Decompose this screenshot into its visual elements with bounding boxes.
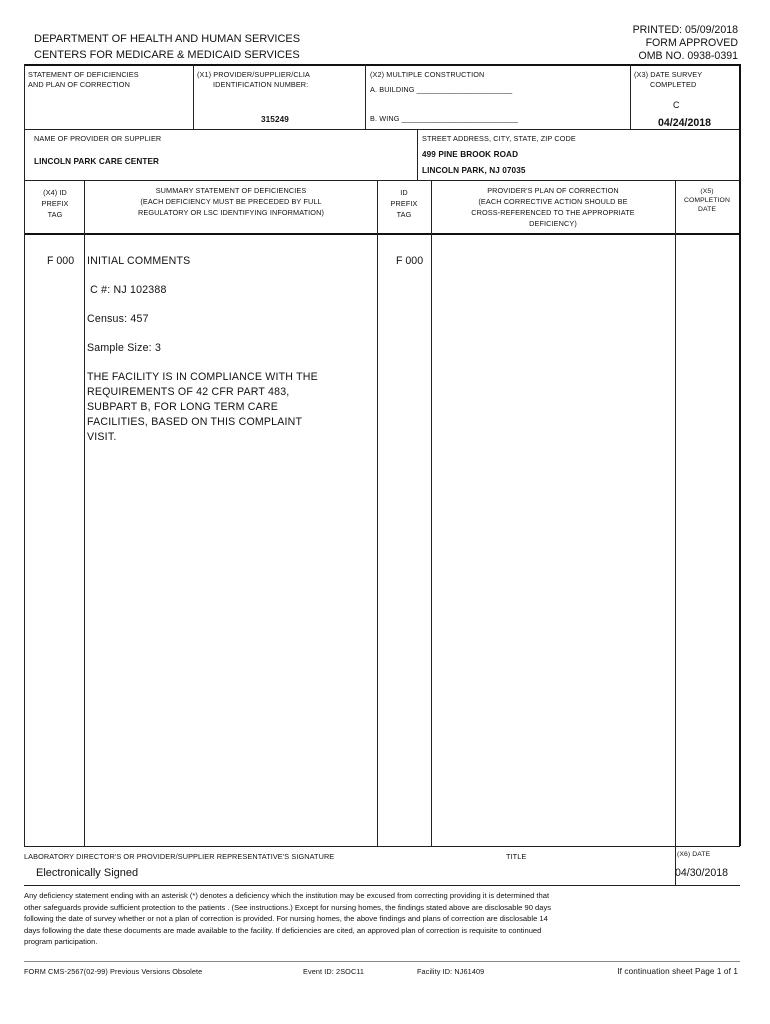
- x3-label-2: COMPLETED: [650, 80, 697, 89]
- x4-header-1: (X4) ID: [43, 188, 67, 197]
- signature-label: LABORATORY DIRECTOR'S OR PROVIDER/SUPPLIER REPRESENTATIVE'S SIGNATURE: [24, 852, 335, 861]
- plan-header-3: CROSS-REFERENCED TO THE APPROPRIATE: [471, 208, 635, 217]
- signed-date: 04/30/2018: [675, 867, 729, 879]
- rule-v-x1: [193, 64, 194, 129]
- summary-header-1: SUMMARY STATEMENT OF DEFICIENCIES: [155, 186, 307, 195]
- entry-finding-line: FACILITIES, BASED ON THIS COMPLAINT: [87, 416, 303, 428]
- rule-colheader-bottom: [24, 233, 740, 235]
- rule-v-x5: [675, 180, 676, 846]
- entry-finding-line: THE FACILITY IS IN COMPLIANCE WITH THE: [87, 371, 318, 383]
- summary-header-3: REGULATORY OR LSC IDENTIFYING INFORMATION): [138, 208, 324, 217]
- rule-right-upper: [739, 64, 741, 234]
- disclaimer-line: days following the date these documents are made available to the facility. If deficiencies are cited, an approved plan of correction is requisite to continued: [24, 925, 542, 935]
- rule-footer: [24, 961, 740, 962]
- entry-census: Census: 457: [87, 313, 149, 325]
- rule-left-upper: [24, 64, 25, 234]
- plan-header-2: (EACH CORRECTIVE ACTION SHOULD BE: [478, 197, 628, 206]
- address-line-2: LINCOLN PARK, NJ 07035: [422, 166, 526, 175]
- summary-header-2: (EACH DEFICIENCY MUST BE PRECEDED BY FULL: [140, 197, 322, 206]
- address-label: STREET ADDRESS, CITY, STATE, ZIP CODE: [422, 134, 576, 143]
- id-header-3: TAG: [396, 210, 412, 219]
- entry-finding-line: SUBPART B, FOR LONG TERM CARE: [87, 401, 279, 413]
- entry-finding-line: REQUIREMENTS OF 42 CFR PART 483,: [87, 386, 290, 398]
- x3-label-1: (X3) DATE SURVEY: [634, 70, 703, 79]
- id-header-2: PREFIX: [390, 199, 418, 208]
- facility-id: Facility ID: NJ61409: [417, 967, 485, 976]
- form-number: FORM CMS-2567(02-99) Previous Versions Obsolete: [24, 967, 203, 976]
- event-id: Event ID: 2SOC11: [303, 967, 365, 976]
- provider-id-number: 315249: [261, 115, 289, 124]
- x2-building: A. BUILDING _______________________: [370, 85, 513, 94]
- entry-case-number: C #: NJ 102388: [87, 284, 167, 296]
- statement-label-2: AND PLAN OF CORRECTION: [28, 80, 130, 89]
- x3-code: C: [673, 100, 680, 110]
- disclaimer-line: following the date of survey whether or not a plan of correction is provided. For nursing homes, the above findings and plans of correction are disclosable 14: [24, 914, 548, 924]
- rule-top: [24, 64, 740, 66]
- plan-header-4: DEFICIENCY): [529, 219, 577, 228]
- x5-header-3: DATE: [697, 206, 717, 213]
- address-line-1: 499 PINE BROOK ROAD: [422, 150, 519, 159]
- signature-value: Electronically Signed: [36, 867, 139, 879]
- x4-header-2: PREFIX: [41, 199, 69, 208]
- rule-v-plan: [431, 180, 432, 846]
- rule-v-x2: [365, 64, 366, 129]
- page-number: If continuation sheet Page 1 of 1: [617, 967, 738, 976]
- form-approved: FORM APPROVED: [645, 37, 738, 49]
- x1-label-2: IDENTIFICATION NUMBER:: [213, 80, 309, 89]
- entry-text: [87, 254, 372, 445]
- statement-label-1: STATEMENT OF DEFICIENCIES: [28, 70, 139, 79]
- rule-left-body: [24, 233, 25, 846]
- rule-v-address: [417, 129, 418, 180]
- x1-label-1: (X1) PROVIDER/SUPPLIER/CLIA: [197, 70, 310, 79]
- rule-v-tag: [84, 180, 85, 846]
- disclaimer-line: other safeguards provide sufficient protection to the patients . (See instructions.) Except for nursing homes, the findings stated above are disclosable 90 days: [24, 902, 552, 912]
- printed-date: PRINTED: 05/09/2018: [632, 24, 738, 36]
- plan-header-1: PROVIDER'S PLAN OF CORRECTION: [487, 186, 619, 195]
- rule-signature-bottom: [24, 885, 740, 886]
- entry-sample-size: Sample Size: 3: [87, 342, 162, 354]
- department-title: DEPARTMENT OF HEALTH AND HUMAN SERVICES: [34, 33, 301, 45]
- entry-tag-left: F 000: [47, 255, 75, 267]
- rule-provider-bottom: [24, 180, 740, 181]
- provider-name-label: NAME OF PROVIDER OR SUPPLIER: [34, 134, 162, 143]
- disclaimer-line: program participation.: [24, 937, 98, 947]
- id-header-1: ID: [400, 188, 408, 197]
- entry-tag-right: F 000: [396, 255, 424, 267]
- title-label: TITLE: [506, 852, 527, 861]
- rule-signature-top: [24, 846, 740, 847]
- rule-v-id: [377, 180, 378, 846]
- x5-header-1: (X5): [700, 188, 714, 195]
- rule-right-body: [739, 233, 741, 846]
- rule-v-date: [675, 846, 676, 886]
- entry-finding-line: VISIT.: [87, 431, 117, 443]
- provider-name: LINCOLN PARK CARE CENTER: [34, 157, 160, 166]
- survey-date: 04/24/2018: [658, 117, 712, 129]
- entry-finding: [87, 370, 372, 445]
- x5-header-2: COMPLETION: [684, 197, 730, 204]
- rule-row1-bottom: [24, 129, 740, 130]
- disclaimer-line: Any deficiency statement ending with an asterisk (*) denotes a deficiency which the institution may be excused from correcting providing it is determined that: [24, 891, 550, 900]
- date-label: (X6) DATE: [677, 851, 711, 858]
- entry-heading: INITIAL COMMENTS: [87, 255, 191, 267]
- omb-number: OMB NO. 0938-0391: [638, 50, 738, 62]
- rule-v-x3: [630, 64, 631, 129]
- x4-header-3: TAG: [47, 210, 63, 219]
- agency-title: CENTERS FOR MEDICARE & MEDICAID SERVICES: [34, 49, 300, 61]
- disclaimer: [24, 890, 740, 948]
- x2-wing: B. WING ____________________________: [370, 114, 519, 123]
- x2-label: (X2) MULTIPLE CONSTRUCTION: [370, 70, 485, 79]
